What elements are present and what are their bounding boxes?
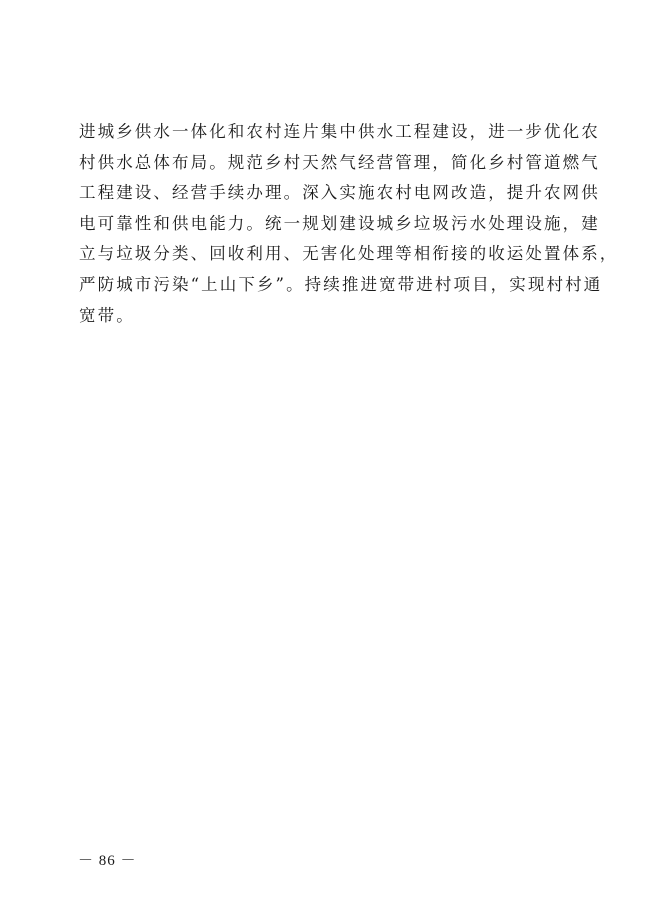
paragraph-line: 宽带。 — [79, 305, 135, 325]
paragraph-line: 严防城市污染“上山下乡”。持续推进宽带进村项目，实现村村通 — [79, 274, 603, 294]
paragraph-line: 进城乡供水一体化和农村连片集中供水工程建设，进一步优化农 — [79, 122, 600, 141]
paragraph-line: 立与垃圾分类、回收利用、无害化处理等相衔接的收运处置体系， — [79, 244, 619, 264]
body-paragraph — [79, 117, 619, 331]
page-number: － 86 － — [78, 853, 137, 869]
paragraph-line: 电可靠性和供电能力。统一规划建设城乡垃圾污水处理设施，建 — [79, 213, 600, 233]
paragraph-line: 工程建设、经营手续办理。深入实施农村电网改造，提升农网供 — [79, 183, 600, 203]
paragraph-line: 村供水总体布局。规范乡村天然气经营管理，简化乡村管道燃气 — [79, 152, 600, 172]
